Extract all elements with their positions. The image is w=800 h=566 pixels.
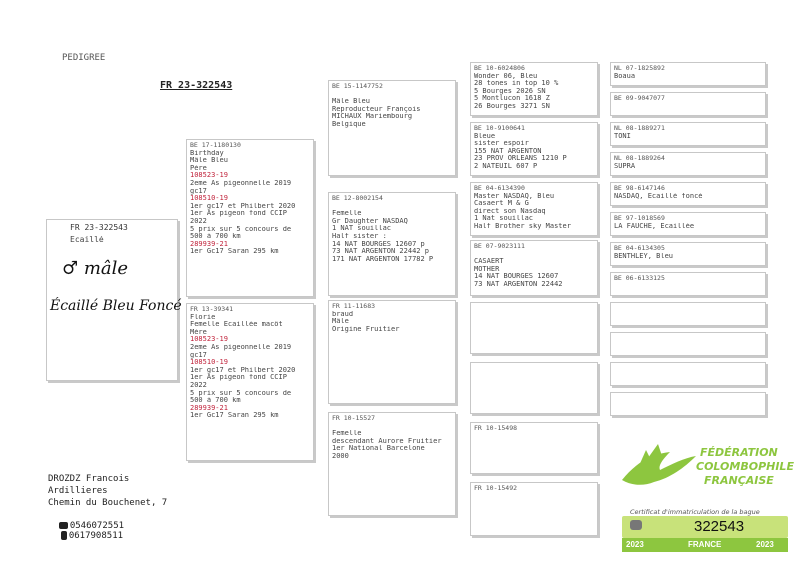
federation-name-3: FRANÇAISE bbox=[704, 474, 774, 487]
father-result: 1er gc17 et Philbert 2020 bbox=[190, 202, 296, 210]
gg-grandparent-ring: NL 08-1889271 bbox=[614, 125, 665, 132]
gg-grandparent-card bbox=[610, 332, 766, 356]
father-line: Birthday bbox=[190, 149, 224, 157]
grandparent-line: 1er National Barcelone bbox=[332, 445, 425, 453]
father-result: 500 à 700 km bbox=[190, 233, 241, 241]
grandparent-line: Reproducteur François bbox=[332, 105, 421, 113]
grandparent-line bbox=[332, 203, 452, 211]
main-ring-number: FR 23-322543 bbox=[160, 80, 233, 91]
mother-result: gc17 bbox=[190, 351, 207, 359]
mother-result: 108510-19 bbox=[190, 359, 228, 367]
gg-grandparent-ring: NL 07-1825892 bbox=[614, 65, 665, 72]
great-grandparent-line bbox=[474, 251, 594, 259]
father-result: 108523-19 bbox=[190, 172, 228, 180]
grandparent-line: MICHAUX Mariembourg bbox=[332, 113, 413, 121]
gg-grandparent-line: Boaua bbox=[614, 72, 636, 80]
phone-icon bbox=[59, 522, 68, 529]
handwritten-color: Écaillé Bleu Foncé bbox=[50, 298, 182, 314]
gg-grandparent-card bbox=[610, 362, 766, 386]
federation-name-2: COLOMBOPHILE bbox=[696, 460, 794, 473]
subject-color: Écaillé bbox=[70, 235, 104, 244]
great-grandparent-line: 2 NATEUIL 607 P bbox=[474, 162, 538, 170]
mother-line: Florie bbox=[190, 313, 216, 321]
great-grandparent-ring: FR 10-15492 bbox=[474, 485, 518, 492]
gg-grandparent-card bbox=[610, 302, 766, 326]
gg-grandparent-card bbox=[610, 212, 766, 236]
father-result: 108510-19 bbox=[190, 195, 228, 203]
great-grandparent-line: 73 NAT ARGENTON 22442 bbox=[474, 280, 563, 288]
grandparent-card bbox=[328, 412, 456, 516]
federation-name-1: FÉDÉRATION bbox=[700, 446, 778, 459]
great-grandparent-card bbox=[470, 362, 598, 414]
great-grandparent-line: Half Brother sky Master bbox=[474, 222, 571, 230]
grandparent-line: Mâle Bleu bbox=[332, 98, 370, 106]
great-grandparent-card bbox=[470, 302, 598, 354]
mother-result: 1er gc17 et Philbert 2020 bbox=[190, 366, 296, 374]
grandparent-ring: FR 11-11683 bbox=[332, 303, 376, 310]
ring-certificate bbox=[612, 432, 792, 558]
grandparent-line: 2000 bbox=[332, 452, 349, 460]
great-grandparent-card bbox=[470, 182, 598, 236]
page-title: PEDIGREE bbox=[62, 53, 106, 63]
certificate-year-right: 2023 bbox=[756, 540, 774, 549]
father-result: 1er Gc17 Saran 295 km bbox=[190, 248, 279, 256]
grandparent-line: Femelle bbox=[332, 430, 362, 438]
grandparent-ring: BE 15-1147752 bbox=[332, 83, 383, 90]
grandparent-card bbox=[328, 192, 456, 296]
grandparent-line bbox=[332, 91, 452, 99]
owner-address-2: Chemin du Bouchenet, 7 bbox=[48, 498, 168, 508]
mother-line: Femelle Écaillée macôt bbox=[190, 321, 283, 329]
gg-grandparent-card bbox=[610, 182, 766, 206]
father-ring: BE 17-1180130 bbox=[190, 142, 241, 149]
mother-result: 1er Gc17 Saran 295 km bbox=[190, 412, 279, 420]
mother-ring: FR 13-39341 bbox=[190, 306, 234, 313]
great-grandparent-ring: BE 04-6134390 bbox=[474, 185, 525, 192]
grandparent-ring: BE 12-8002154 bbox=[332, 195, 383, 202]
great-grandparent-line: Master NASDAQ, Bleu bbox=[474, 192, 555, 200]
great-grandparent-line: 23 PROV ORLEANS 1210 P bbox=[474, 155, 567, 163]
grandparent-card bbox=[328, 80, 456, 176]
father-result: 2022 bbox=[190, 217, 207, 225]
mother-result: 500 à 700 km bbox=[190, 397, 241, 405]
father-card bbox=[186, 139, 314, 297]
great-grandparent-card bbox=[470, 62, 598, 116]
gg-grandparent-line: TONI bbox=[614, 132, 631, 140]
grandparent-card bbox=[328, 300, 456, 404]
great-grandparent-line: Bleue bbox=[474, 132, 496, 140]
gg-grandparent-line: SUPRA bbox=[614, 162, 636, 170]
gg-grandparent-ring: BE 97-1018569 bbox=[614, 215, 665, 222]
mother-result: 1er As pigeon fond CCIP bbox=[190, 374, 287, 382]
mother-result: 2022 bbox=[190, 381, 207, 389]
great-grandparent-ring: BE 10-9100641 bbox=[474, 125, 525, 132]
gg-grandparent-line: LA FAUCHE, Écaillée bbox=[614, 222, 695, 230]
father-result: 2eme As pigeonnelle 2019 bbox=[190, 179, 292, 187]
father-line: Mâle Bleu bbox=[190, 157, 228, 165]
grandparent-line: Belgique bbox=[332, 120, 366, 128]
great-grandparent-line: direct son Nasdaq bbox=[474, 207, 546, 215]
great-grandparent-line: 5 Bourges 2026 SN bbox=[474, 87, 546, 95]
gg-grandparent-ring: BE 09-9047077 bbox=[614, 95, 665, 102]
grandparent-line: Femelle bbox=[332, 210, 362, 218]
grandparent-line: 1 NAT souillac bbox=[332, 225, 392, 233]
gg-grandparent-card bbox=[610, 92, 766, 116]
father-result: 5 prix sur 5 concours de bbox=[190, 225, 292, 233]
father-result: 1er As pigeon fond CCIP bbox=[190, 210, 287, 218]
grandparent-line: Mâle bbox=[332, 318, 349, 326]
great-grandparent-line: MOTHER bbox=[474, 265, 500, 273]
grandparent-line: Gr Daughter NASDAQ bbox=[332, 217, 408, 225]
mother-result: 2eme As pigeonnelle 2019 bbox=[190, 343, 292, 351]
grandparent-line: Half sister : bbox=[332, 232, 387, 240]
gg-grandparent-card bbox=[610, 152, 766, 176]
mother-card bbox=[186, 303, 314, 461]
subject-ring: FR 23-322543 bbox=[70, 224, 128, 232]
mother-result: 289939-21 bbox=[190, 404, 228, 412]
great-grandparent-line: 155 NAT ARGENTON bbox=[474, 147, 542, 155]
father-result: gc17 bbox=[190, 187, 207, 195]
great-grandparent-card bbox=[470, 122, 598, 176]
great-grandparent-card bbox=[470, 482, 598, 536]
grandparent-ring: FR 10-15527 bbox=[332, 415, 376, 422]
grandparent-line: descendant Aurore Fruitier bbox=[332, 437, 442, 445]
mobile-phone-icon bbox=[61, 531, 67, 540]
certificate-year-left: 2023 bbox=[626, 540, 644, 549]
owner-phone-1: 0546072551 bbox=[69, 521, 125, 531]
mother-result: 108523-19 bbox=[190, 336, 228, 344]
owner-address-1: Ardillieres bbox=[48, 486, 108, 496]
mother-line: Mère bbox=[190, 328, 207, 336]
great-grandparent-ring: BE 10-6024806 bbox=[474, 65, 525, 72]
mother-result: 5 prix sur 5 concours de bbox=[190, 389, 292, 397]
great-grandparent-line: sister espoir bbox=[474, 140, 529, 148]
great-grandparent-ring: BE 07-9023111 bbox=[474, 243, 525, 250]
gg-grandparent-card bbox=[610, 62, 766, 86]
great-grandparent-line: 1 Nat souillac bbox=[474, 215, 534, 223]
gg-grandparent-ring: BE 04-6134305 bbox=[614, 245, 665, 252]
ring-number-band bbox=[622, 516, 788, 538]
great-grandparent-card bbox=[470, 240, 598, 296]
handwritten-sex: ♂ mâle bbox=[62, 258, 129, 279]
great-grandparent-ring: FR 10-15498 bbox=[474, 425, 518, 432]
certificate-footer bbox=[622, 538, 788, 552]
great-grandparent-line: 26 Bourges 3271 SN bbox=[474, 102, 550, 110]
owner-phones bbox=[48, 511, 124, 541]
owner-name: DROZDZ Francois bbox=[48, 474, 130, 484]
certificate-country: FRANCE bbox=[688, 540, 722, 549]
gg-grandparent-card bbox=[610, 122, 766, 146]
grandparent-line: 171 NAT ARGENTON 17782 P bbox=[332, 255, 434, 263]
grandparent-line: 14 NAT BOURGES 12607 p bbox=[332, 240, 425, 248]
gg-grandparent-line: BENTHLEY, Bleu bbox=[614, 252, 674, 260]
great-grandparent-line: 28 tones in top 10 % bbox=[474, 80, 559, 88]
grandparent-line: Origine Fruitier bbox=[332, 325, 400, 333]
certificate-ring-number: 322543 bbox=[694, 518, 745, 535]
gg-grandparent-card bbox=[610, 272, 766, 296]
gg-grandparent-ring: NL 08-1889264 bbox=[614, 155, 665, 162]
gg-grandparent-ring: BE 06-6133125 bbox=[614, 275, 665, 282]
ring-icon bbox=[630, 520, 642, 530]
owner-phone-2: 0617908511 bbox=[68, 531, 124, 541]
grandparent-line: braud bbox=[332, 310, 354, 318]
great-grandparent-line: 5 Montlucon 1618 Z bbox=[474, 95, 550, 103]
certificate-caption: Certificat d'immatriculation de la bague bbox=[630, 508, 760, 516]
gg-grandparent-line: NASDAQ, Écaillé foncé bbox=[614, 192, 703, 200]
gg-grandparent-ring: BE 98-6147146 bbox=[614, 185, 665, 192]
great-grandparent-card bbox=[470, 422, 598, 474]
grandparent-line bbox=[332, 423, 452, 431]
great-grandparent-line: Wonder 06, Bleu bbox=[474, 72, 538, 80]
gg-grandparent-card bbox=[610, 242, 766, 266]
father-line: Père bbox=[190, 164, 207, 172]
father-result: 289939-21 bbox=[190, 240, 228, 248]
pigeon-logo-icon bbox=[618, 440, 698, 496]
grandparent-line: 73 NAT ARGENTON 22442 p bbox=[332, 248, 429, 256]
great-grandparent-line: Casaert M & G bbox=[474, 200, 529, 208]
great-grandparent-line: CASAERT bbox=[474, 258, 504, 266]
gg-grandparent-card bbox=[610, 392, 766, 416]
great-grandparent-line: 14 NAT BOURGES 12607 bbox=[474, 273, 559, 281]
